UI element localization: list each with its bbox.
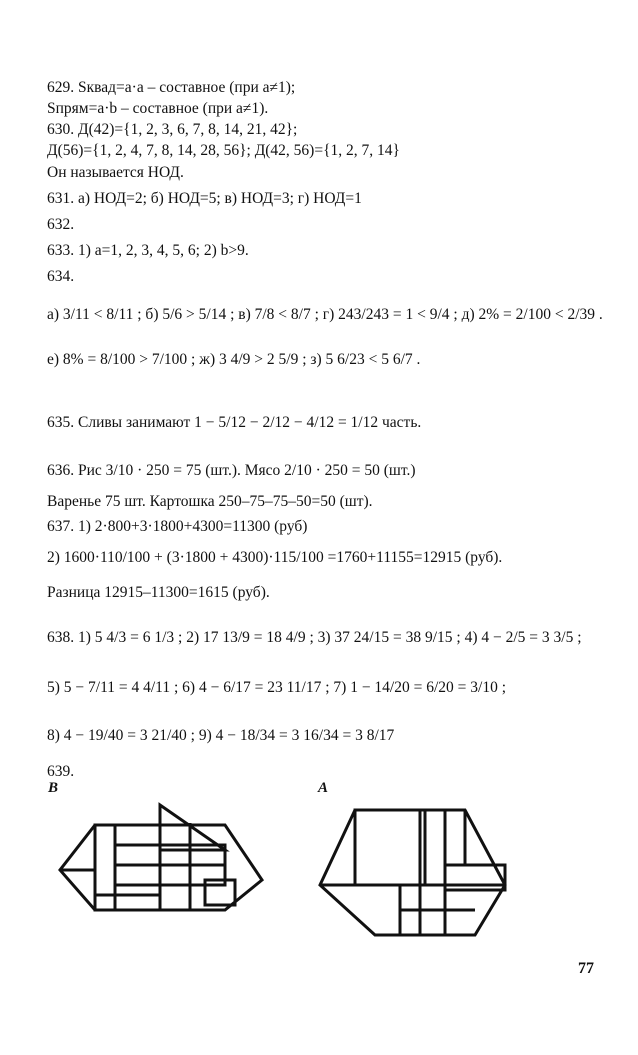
line-638c: 8) 4 − 19/40 = 3 21/40 ; 9) 4 − 18/34 = 3 16/34 = 3 8/17 <box>47 727 395 744</box>
line-636b: Варенье 75 шт. Картошка 250–75–75–50=50 (шт). <box>47 493 373 510</box>
line-630b: Д(56)={1, 2, 4, 7, 8, 14, 28, 56}; Д(42, 56)={1, 2, 7, 14} <box>47 142 400 159</box>
line-637a: 637. 1) 2·800+3·1800+4300=11300 (руб) <box>47 518 308 535</box>
line-635: 635. Сливы занимают 1 − 5/12 − 2/12 − 4/12 = 1/12 часть. <box>47 414 422 431</box>
line-629a: 629. Sквад=a·a – составное (при a≠1); <box>47 79 296 96</box>
line-634e: е) 8% = 8/100 > 7/100 ; ж) 3 4/9 > 2 5/9 ; з) 5 6/23 < 5 6/7 . <box>47 351 421 368</box>
line-636a: 636. Рис 3/10 · 250 = 75 (шт.). Мясо 2/10 · 250 = 50 (шт.) <box>47 462 416 479</box>
line-634a: а) 3/11 < 8/11 ; б) 5/6 > 5/14 ; в) 7/8 < 8/7 ; г) 243/243 = 1 < 9/4 ; д) 2% = 2/100 < 2/39 . <box>47 306 603 323</box>
diagram-b <box>50 795 280 945</box>
line-637c: Разница 12915–11300=1615 (руб). <box>47 584 270 601</box>
line-639: 639. <box>47 763 75 780</box>
label-a: A <box>318 780 329 796</box>
line-637b: 2) 1600·110/100 + (3·1800 + 4300)·115/100 =1760+11155=12915 (руб). <box>47 549 503 566</box>
page-number: 77 <box>578 960 594 977</box>
line-638a: 638. 1) 5 4/3 = 6 1/3 ; 2) 17 13/9 = 18 4/9 ; 3) 37 24/15 = 38 9/15 ; 4) 4 − 2/5 = 3 3/5 ; <box>47 629 582 646</box>
line-638b: 5) 5 − 7/11 = 4 4/11 ; 6) 4 − 6/17 = 23 11/17 ; 7) 1 − 14/20 = 6/20 = 3/10 ; <box>47 679 507 696</box>
line-633: 633. 1) a=1, 2, 3, 4, 5, 6; 2) b>9. <box>47 242 249 259</box>
line-630a: 630. Д(42)={1, 2, 3, 6, 7, 8, 14, 21, 42}; <box>47 121 298 138</box>
label-b: B <box>48 780 59 796</box>
line-629b: Sпрям=a·b – составное (при a≠1). <box>47 100 269 117</box>
diagram-a <box>315 795 535 945</box>
line-634: 634. <box>47 268 75 285</box>
line-632: 632. <box>47 216 75 233</box>
line-630c: Он называется НОД. <box>47 164 184 181</box>
line-631: 631. а) НОД=2; б) НОД=5; в) НОД=3; г) НОД=1 <box>47 190 362 207</box>
